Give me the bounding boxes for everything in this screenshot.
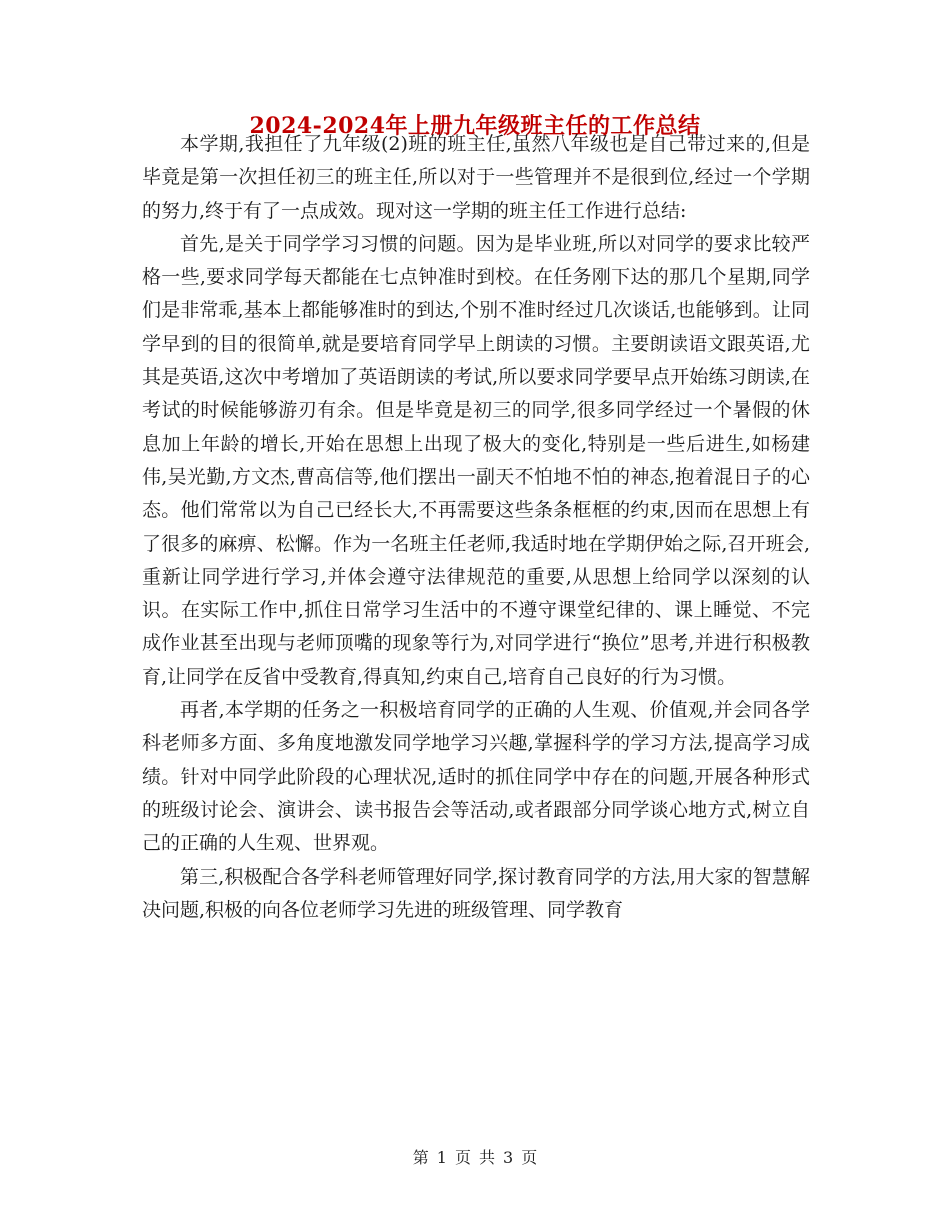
- paragraph-study-habits: 首先,是关于同学学习习惯的问题。因为是毕业班,所以对同学的要求比较严格一些,要求同学每天都能在七点钟准时到校。在任务刚下达的那几个星期,同学们是非常乖,基本上都能够准时的到达,个别不准时经过几次谈话,也能够到。让同学早到的目的很简单,就是要培育同学早上朗读的习惯。主要朗读语文跟英语,尤其是英语,这次中考增加了英语朗读的考试,所以要求同学要早点开始练习朗读,在考试的时候能够游刃有余。但是毕竟是初三的同学,很多同学经过一个暑假的休息加上年龄的增长,开始在思想上出现了极大的变化,特别是一些后进生,如杨建伟,吴光勤,方文杰,曹高信等,他们摆出一副天不怕地不怕的神态,抱着混日子的心态。他们常常以为自己已经长大,不再需要这些条条框框的约束,因而在思想上有了很多的麻痹、松懈。作为一名班主任老师,我适时地在学期伊始之际,召开班会,重新让同学进行学习,并体会遵守法律规范的重要,从思想上给同学以深刻的认识。在实际工作中,抓住日常学习生活中的不遵守课堂纪律的、课上睡觉、不完成作业甚至出现与老师顶嘴的现象等行为,对同学进行“换位”思考,并进行积极教育,让同学在反省中受教育,得真知,约束自己,培育自己良好的行为习惯。: [142, 232, 810, 688]
- document-title: 2024-2024年上册九年级班主任的工作总结: [249, 113, 701, 139]
- footer-total-unit: 页: [521, 1148, 538, 1167]
- paragraph-cooperation: 第三,积极配合各学科老师管理好同学,探讨教育同学的方法,用大家的智慧解决问题,积极的向各位老师学习先进的班级管理、同学教育: [142, 865, 810, 921]
- footer-total-pages: 3: [503, 1148, 514, 1167]
- footer-total-prefix: 共: [479, 1148, 496, 1167]
- document-body: [142, 128, 810, 927]
- paragraph-intro: 本学期,我担任了九年级(2)班的班主任,虽然八年级也是自己带过来的,但是毕竟是第一次担任初三的班主任,所以对于一些管理并不是很到位,经过一个学期的努力,终于有了一点成效。现对这一学期的班主任工作进行总结:: [142, 133, 810, 222]
- paragraph-values: 再者,本学期的任务之一积极培育同学的正确的人生观、价值观,并会同各学科老师多方面、多角度地激发同学地学习兴趣,掌握科学的学习方法,提高学习成绩。针对中同学此阶段的心理状况,适时的抓住同学中存在的问题,开展各种形式的班级讨论会、演讲会、读书报告会等活动,或者跟部分同学谈心地方式,树立自己的正确的人生观、世界观。: [142, 699, 810, 855]
- footer-prefix: 第: [412, 1148, 429, 1167]
- page-footer: [0, 1146, 950, 1170]
- footer-page-number: 1: [436, 1148, 447, 1167]
- footer-page-unit: 页: [454, 1148, 471, 1167]
